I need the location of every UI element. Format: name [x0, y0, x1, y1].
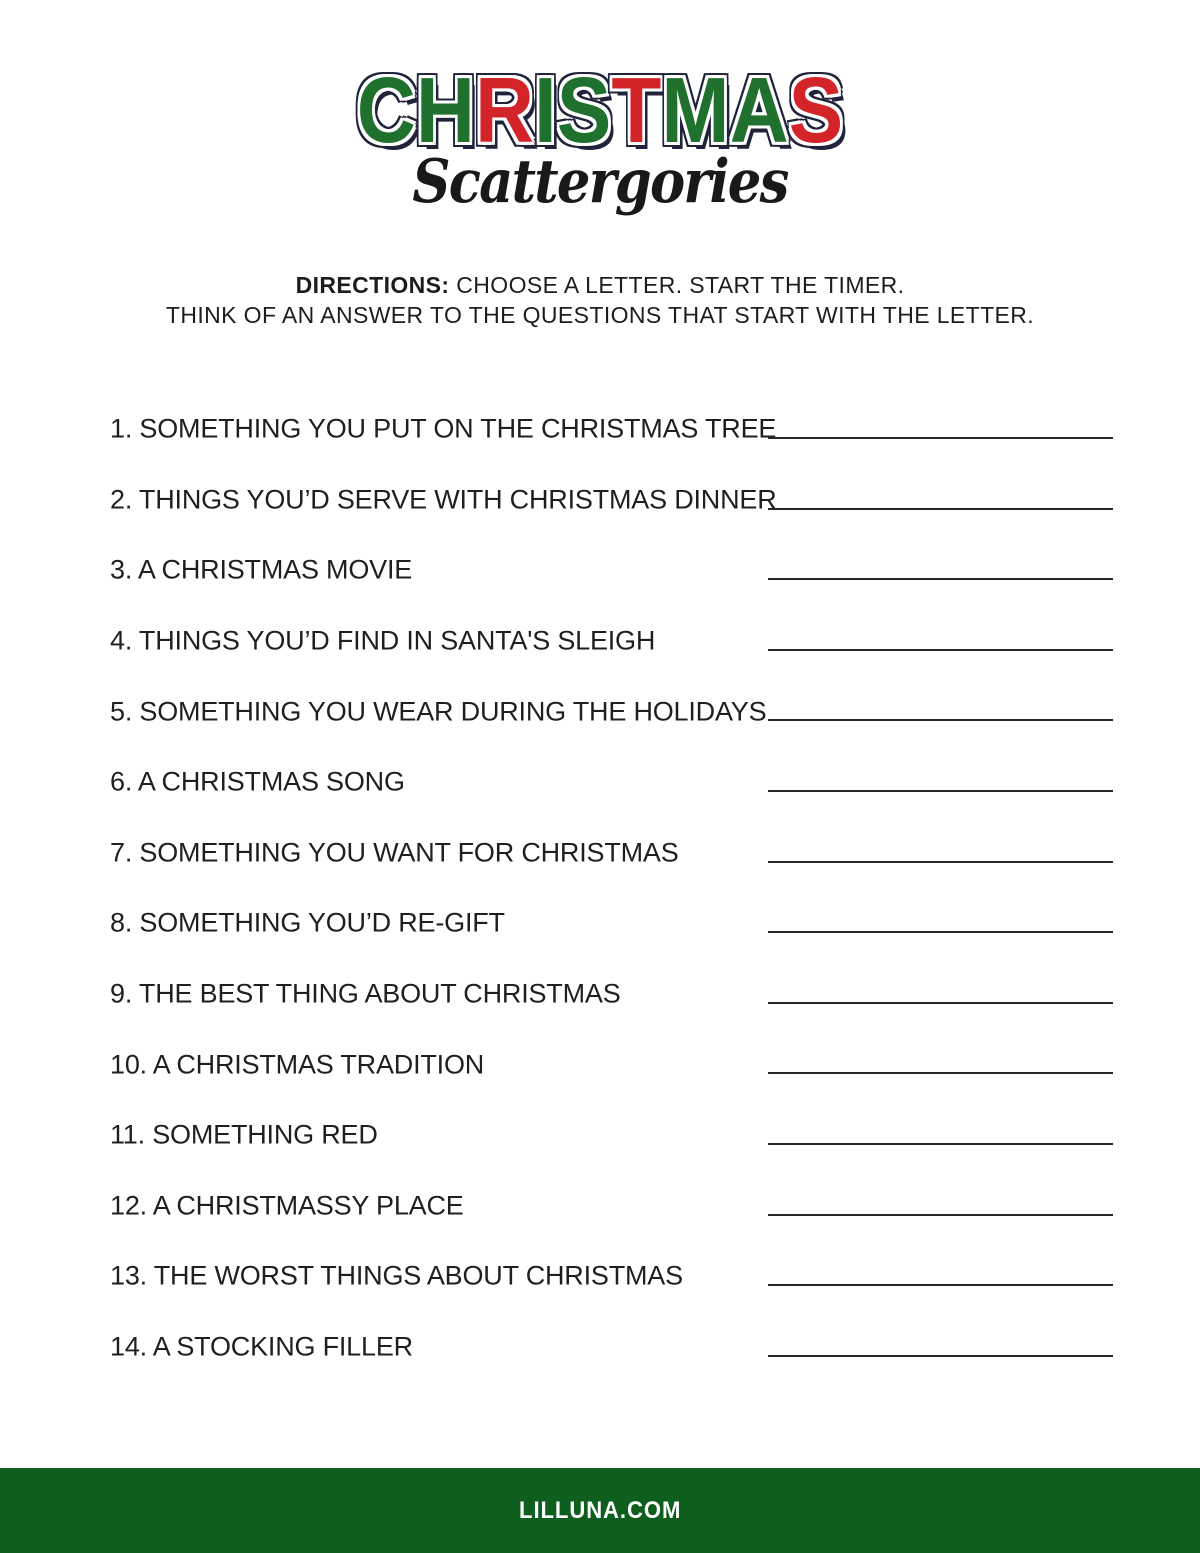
question-row — [110, 1171, 1113, 1242]
title-scattergories: Scattergories — [412, 147, 788, 217]
title-letter: T — [611, 58, 662, 162]
question-row — [110, 465, 1113, 536]
question-label: 7. SOMETHING YOU WANT FOR CHRISTMAS — [110, 837, 679, 868]
question-row — [110, 1312, 1113, 1383]
answer-line — [768, 437, 1113, 439]
question-label: 1. SOMETHING YOU PUT ON THE CHRISTMAS TREE — [110, 413, 777, 444]
question-label: 9. THE BEST THING ABOUT CHRISTMAS — [110, 978, 621, 1009]
question-list — [110, 394, 1113, 1382]
question-row — [110, 1029, 1113, 1100]
directions-line-2: THINK OF AN ANSWER TO THE QUESTIONS THAT START WITH THE LETTER. — [165, 302, 1035, 328]
question-row — [110, 818, 1113, 889]
answer-line — [768, 790, 1113, 792]
directions — [0, 270, 1200, 330]
title-letter: C — [356, 58, 416, 162]
footer-site-text: LILLUNA.COM — [518, 1496, 682, 1524]
title-letter: H — [415, 58, 475, 162]
title-letter: M — [661, 58, 730, 162]
answer-line — [768, 861, 1113, 863]
question-label: 14. A STOCKING FILLER — [110, 1331, 413, 1362]
question-label: 13. THE WORST THINGS ABOUT CHRISTMAS — [110, 1260, 683, 1291]
question-row — [110, 888, 1113, 959]
directions-line1-rest: CHOOSE A LETTER. START THE TIMER. — [449, 272, 905, 298]
answer-line — [768, 578, 1113, 580]
answer-line — [768, 719, 1113, 721]
question-label: 5. SOMETHING YOU WEAR DURING THE HOLIDAYS — [110, 696, 767, 727]
question-row — [110, 606, 1113, 677]
title-letter: R — [474, 58, 535, 162]
title-letter: A — [729, 58, 789, 162]
footer-bar — [0, 1468, 1200, 1553]
directions-line-1 — [0, 270, 1200, 300]
answer-line — [768, 931, 1113, 933]
question-row — [110, 676, 1113, 747]
question-label: 4. THINGS YOU’D FIND IN SANTA'S SLEIGH — [110, 625, 656, 656]
question-row — [110, 747, 1113, 818]
question-row — [110, 1241, 1113, 1312]
question-label: 3. A CHRISTMAS MOVIE — [110, 554, 413, 585]
question-row — [110, 959, 1113, 1030]
directions-label: DIRECTIONS: — [295, 272, 450, 298]
answer-line — [768, 1072, 1113, 1074]
question-label: 11. SOMETHING RED — [110, 1119, 378, 1150]
question-row — [110, 535, 1113, 606]
question-label: 6. A CHRISTMAS SONG — [110, 766, 405, 797]
answer-line — [768, 1284, 1113, 1286]
question-row — [110, 394, 1113, 465]
question-label: 8. SOMETHING YOU’D RE-GIFT — [110, 907, 505, 938]
question-label: 12. A CHRISTMASSY PLACE — [110, 1190, 464, 1221]
question-label: 2. THINGS YOU’D SERVE WITH CHRISTMAS DINNER — [110, 484, 777, 515]
title-letter: S — [556, 58, 612, 162]
answer-line — [768, 1002, 1113, 1004]
title-letter: I — [534, 58, 557, 162]
answer-line — [768, 508, 1113, 510]
answer-line — [768, 1355, 1113, 1357]
answer-line — [768, 649, 1113, 651]
answer-line — [768, 1143, 1113, 1145]
title-letter: S — [788, 58, 844, 162]
title-christmas — [72, 58, 1128, 162]
question-label: 10. A CHRISTMAS TRADITION — [110, 1049, 485, 1080]
question-row — [110, 1100, 1113, 1171]
answer-line — [768, 1214, 1113, 1216]
